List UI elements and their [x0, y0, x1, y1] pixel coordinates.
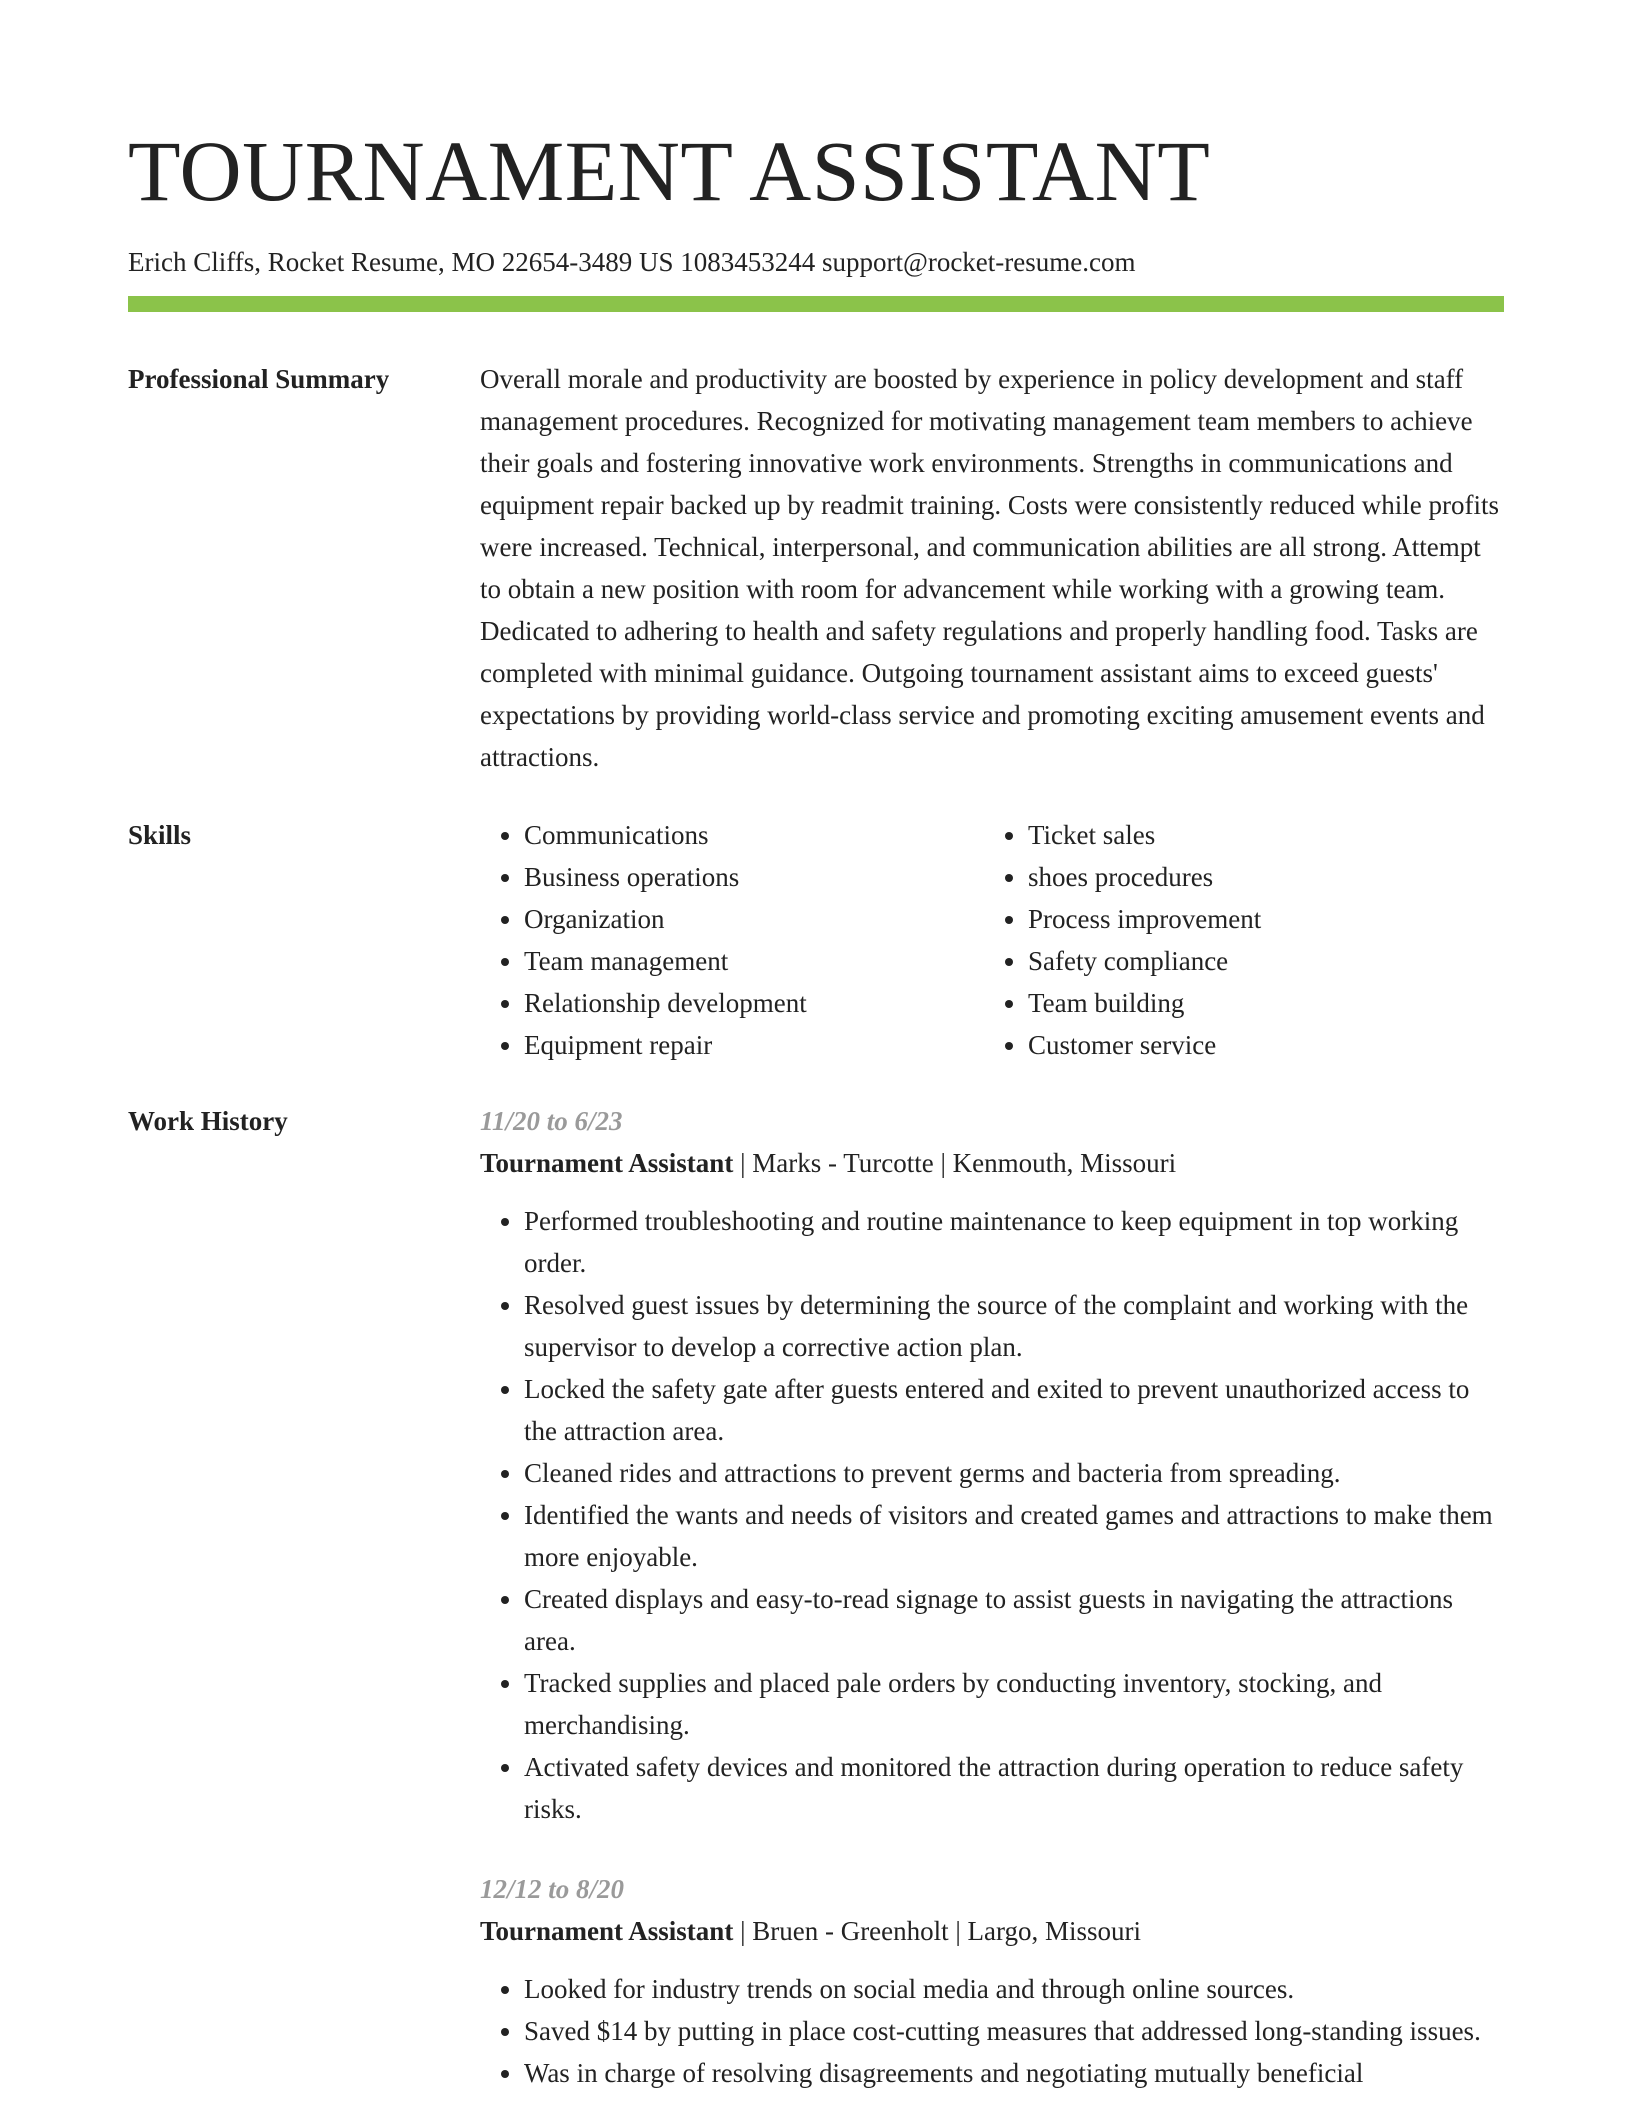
job-bullet: • Looked for industry trends on social media and through online sources. — [524, 1968, 1504, 2010]
job-dates: 11/20 to 6/23 — [480, 1106, 623, 1136]
skill-item: • Team management — [524, 940, 984, 982]
skill-item: • Team building — [1028, 982, 1448, 1024]
job-details: | Bruen - Greenholt | Largo, Missouri — [733, 1916, 1142, 1946]
section-label-skills: Skills — [128, 820, 192, 850]
skill-item: • Communications — [524, 814, 984, 856]
skill-item: • Equipment repair — [524, 1024, 984, 1066]
job-bullets — [480, 1200, 1504, 1830]
job-entry — [480, 1868, 1504, 2094]
job-bullet: • Cleaned rides and attractions to prevent germs and bacteria from spreading. — [524, 1452, 1504, 1494]
job-bullet: • Saved $14 by putting in place cost-cutting measures that addressed long-standing issues. — [524, 2010, 1504, 2052]
job-bullet: • Locked the safety gate after guests entered and exited to prevent unauthorized access to the attraction area. — [524, 1368, 1504, 1452]
job-bullet: • Was in charge of resolving disagreements and negotiating mutually beneficial — [524, 2052, 1504, 2094]
work-history-content — [480, 1100, 1504, 2094]
job-bullet: • Tracked supplies and placed pale orders by conducting inventory, stocking, and merchandising. — [524, 1662, 1504, 1746]
job-bullets — [480, 1968, 1504, 2094]
job-bullet: • Performed troubleshooting and routine maintenance to keep equipment in top working order. — [524, 1200, 1504, 1284]
skills-list-right — [984, 814, 1448, 1066]
job-title: Tournament Assistant — [480, 1916, 734, 1946]
skills-content — [480, 814, 1504, 1066]
job-title: Tournament Assistant — [480, 1148, 734, 1178]
summary-content — [480, 358, 1504, 778]
skill-item: • Relationship development — [524, 982, 984, 1024]
job-bullet: • Activated safety devices and monitored the attraction during operation to reduce safety risks. — [524, 1746, 1504, 1830]
job-bullet: • Identified the wants and needs of visitors and created games and attractions to make them more enjoyable. — [524, 1494, 1504, 1578]
job-heading — [480, 1910, 1504, 1952]
skills-list-left — [480, 814, 984, 1066]
resume-title: TOURNAMENT ASSISTANT — [128, 123, 1211, 219]
skill-item: • Customer service — [1028, 1024, 1448, 1066]
job-dates: 12/12 to 8/20 — [480, 1874, 625, 1904]
job-details: | Marks - Turcotte | Kenmouth, Missouri — [733, 1148, 1177, 1178]
resume-page — [128, 0, 1504, 2094]
job-heading — [480, 1142, 1504, 1184]
work-history-section — [128, 1100, 1504, 2094]
skill-item: • Business operations — [524, 856, 984, 898]
skill-item: • Process improvement — [1028, 898, 1448, 940]
job-bullet: • Resolved guest issues by determining the source of the complaint and working with the supervisor to develop a corrective action plan. — [524, 1284, 1504, 1368]
job-entry — [480, 1100, 1504, 1830]
professional-summary-section — [128, 358, 1504, 778]
job-bullet: • Created displays and easy-to-read signage to assist guests in navigating the attractions area. — [524, 1578, 1504, 1662]
skill-item: • Ticket sales — [1028, 814, 1448, 856]
contact-line: Erich Cliffs, Rocket Resume, MO 22654-3489 US 1083453244 support@rocket-resume.com — [128, 247, 1136, 277]
section-label-work-history: Work History — [128, 1106, 288, 1136]
skill-item: • shoes procedures — [1028, 856, 1448, 898]
summary-text: Overall morale and productivity are boosted by experience in policy development and staff management procedures. Recognized for motivating management team members to achieve their goals and fostering innovative work environments. Strengths in communications and equipment repair backed up by readmit training. Costs were consistently reduced while profits were increased. Technical, interpersonal, and communication abilities are all strong. Attempt to obtain a new position with room for advancement while working with a growing team. Dedicated to adhering to health and safety regulations and properly handling food. Tasks are completed with minimal guidance. Outgoing tournament assistant aims to exceed guests' expectations by providing world-class service and promoting exciting amusement events and attractions. — [480, 364, 1499, 772]
header-accent-rule — [128, 296, 1504, 312]
section-label-summary: Professional Summary — [128, 364, 390, 394]
skills-section — [128, 814, 1504, 1066]
skill-item: • Safety compliance — [1028, 940, 1448, 982]
skill-item: • Organization — [524, 898, 984, 940]
